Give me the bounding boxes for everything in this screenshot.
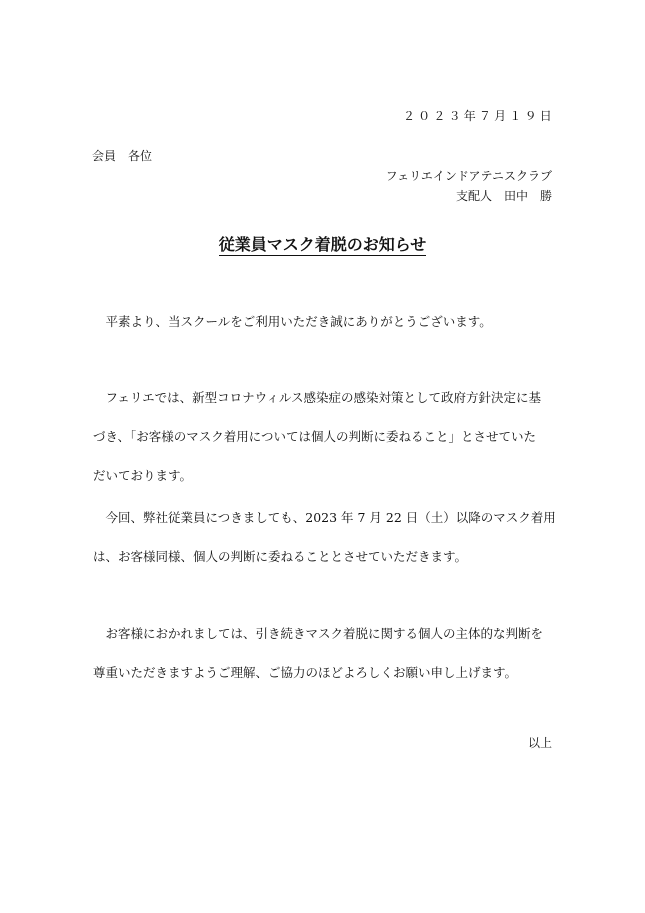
paragraph-2-line-2: は、お客様同様、個人の判断に委ねることとさせていただきます。	[93, 549, 468, 564]
closing-mark: 以上	[527, 736, 552, 750]
sender-person: 支配人 田中 勝	[455, 189, 552, 203]
paragraph-1-line-1: フェリエでは、新型コロナウィルス感染症の感染対策として政府方針決定に基	[93, 390, 542, 405]
recipient-line: 会員 各位	[92, 149, 153, 163]
paragraph-2-line-1: 今回、弊社従業員につきましても、2023 年 7 月 22 日（土）以降のマスク着用	[93, 510, 556, 525]
document-title	[0, 234, 645, 256]
sender-organization: フェリエインドアテニスクラブ	[385, 169, 552, 183]
document-date: ２０２３年７月１９日	[402, 109, 555, 123]
paragraph-3-line-2: 尊重いただきますようご理解、ご協力のほどよろしくお願い申し上げます。	[93, 665, 518, 680]
paragraph-1-line-3: だいております。	[93, 468, 193, 483]
document-title-text: 従業員マスク着脱のお知らせ	[218, 235, 427, 254]
paragraph-1-line-2: づき、「お客様のマスク着用については個人の判断に委ねること」とさせていた	[93, 429, 537, 444]
greeting-line: 平素より、当スクールをご利用いただき誠にありがとうございます。	[93, 314, 492, 329]
paragraph-3-line-1: お客様におかれましては、引き続きマスク着脱に関する個人の主体的な判断を	[93, 626, 544, 641]
